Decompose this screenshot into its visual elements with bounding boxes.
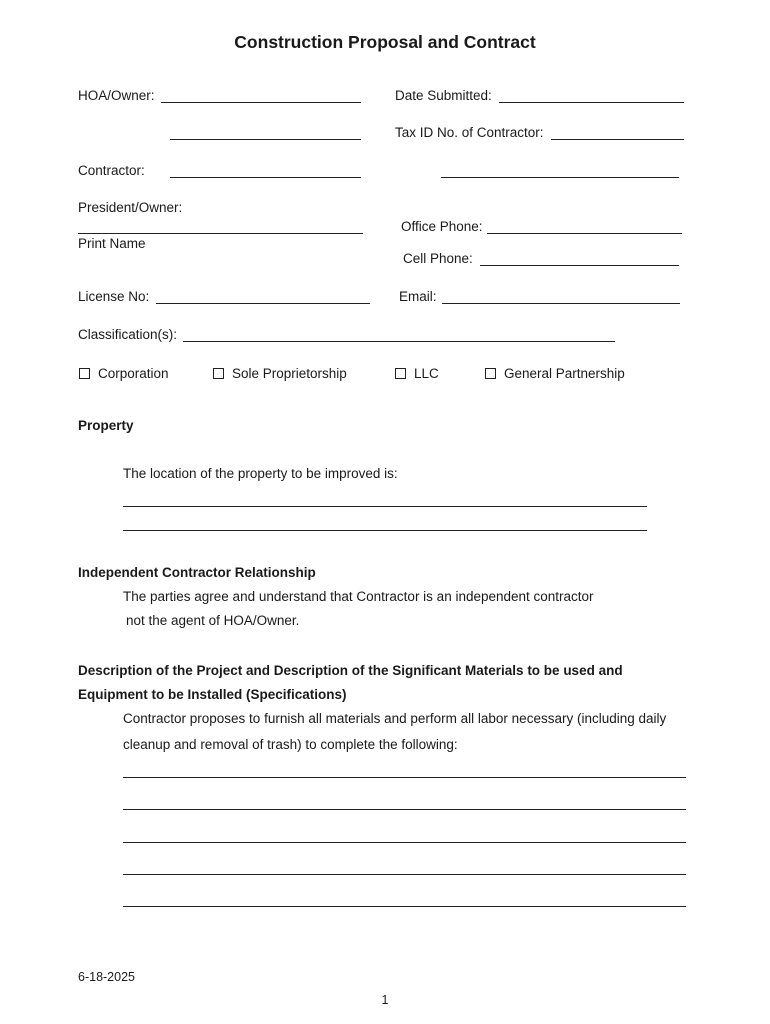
- contractor-field[interactable]: [170, 177, 361, 178]
- independent-heading: Independent Contractor Relationship: [78, 565, 316, 580]
- independent-text-2: not the agent of HOA/Owner.: [126, 613, 300, 628]
- checkbox-label: Sole Proprietorship: [232, 366, 347, 381]
- tax-id-field[interactable]: [551, 139, 684, 140]
- email-label: Email:: [399, 289, 437, 304]
- property-location-field-2[interactable]: [123, 530, 647, 531]
- checkbox-label: LLC: [414, 366, 439, 381]
- checkbox-sole-proprietorship[interactable]: [213, 366, 347, 382]
- email-field[interactable]: [442, 303, 680, 304]
- description-heading-2: Equipment to be Installed (Specifications): [78, 687, 347, 702]
- checkbox-label: General Partnership: [504, 366, 625, 381]
- property-location-text: The location of the property to be improved is:: [123, 466, 398, 481]
- contractor-label: Contractor:: [78, 163, 145, 178]
- checkbox-llc[interactable]: [395, 366, 439, 382]
- date-submitted-field[interactable]: [499, 102, 684, 103]
- property-location-field[interactable]: [123, 506, 647, 507]
- hoa-owner-field[interactable]: [161, 102, 361, 103]
- specifications-line-1[interactable]: [123, 777, 686, 778]
- office-phone-field[interactable]: [487, 233, 682, 234]
- cell-phone-field[interactable]: [480, 265, 679, 266]
- document-title: Construction Proposal and Contract: [234, 32, 536, 52]
- description-heading-1: Description of the Project and Description of the Significant Materials to be used and: [78, 663, 623, 678]
- description-text-2: cleanup and removal of trash) to complete the following:: [123, 737, 458, 752]
- license-no-label: License No:: [78, 289, 150, 304]
- revision-date: 6-18-2025: [78, 970, 135, 984]
- specifications-line-2[interactable]: [123, 809, 686, 810]
- classifications-field[interactable]: [183, 341, 615, 342]
- classifications-label: Classification(s):: [78, 327, 178, 342]
- license-no-field[interactable]: [156, 303, 370, 304]
- specifications-line-4[interactable]: [123, 874, 686, 875]
- tax-id-label: Tax ID No. of Contractor:: [395, 125, 544, 140]
- page-number: 1: [381, 993, 389, 1007]
- specifications-line-3[interactable]: [123, 842, 686, 843]
- specifications-line-5[interactable]: [123, 906, 686, 907]
- checkbox-corporation[interactable]: [79, 366, 169, 382]
- checkbox-label: Corporation: [98, 366, 169, 381]
- checkbox-icon: [485, 368, 496, 379]
- president-owner-field[interactable]: [78, 233, 363, 234]
- cell-phone-label: Cell Phone:: [403, 251, 473, 266]
- office-phone-label: Office Phone:: [401, 219, 483, 234]
- hoa-owner-field-2[interactable]: [170, 139, 361, 140]
- print-name-label: Print Name: [78, 236, 146, 251]
- president-owner-label: President/Owner:: [78, 200, 183, 215]
- description-text-1: Contractor proposes to furnish all materials and perform all labor necessary (including daily: [123, 711, 667, 726]
- independent-text-1: The parties agree and understand that Contractor is an independent contractor: [123, 589, 594, 604]
- tax-id-field-2[interactable]: [441, 177, 679, 178]
- checkbox-icon: [79, 368, 90, 379]
- checkbox-icon: [395, 368, 406, 379]
- checkbox-general-partnership[interactable]: [485, 366, 625, 382]
- hoa-owner-label: HOA/Owner:: [78, 88, 155, 103]
- property-heading: Property: [78, 418, 134, 433]
- date-submitted-label: Date Submitted:: [395, 88, 492, 103]
- checkbox-icon: [213, 368, 224, 379]
